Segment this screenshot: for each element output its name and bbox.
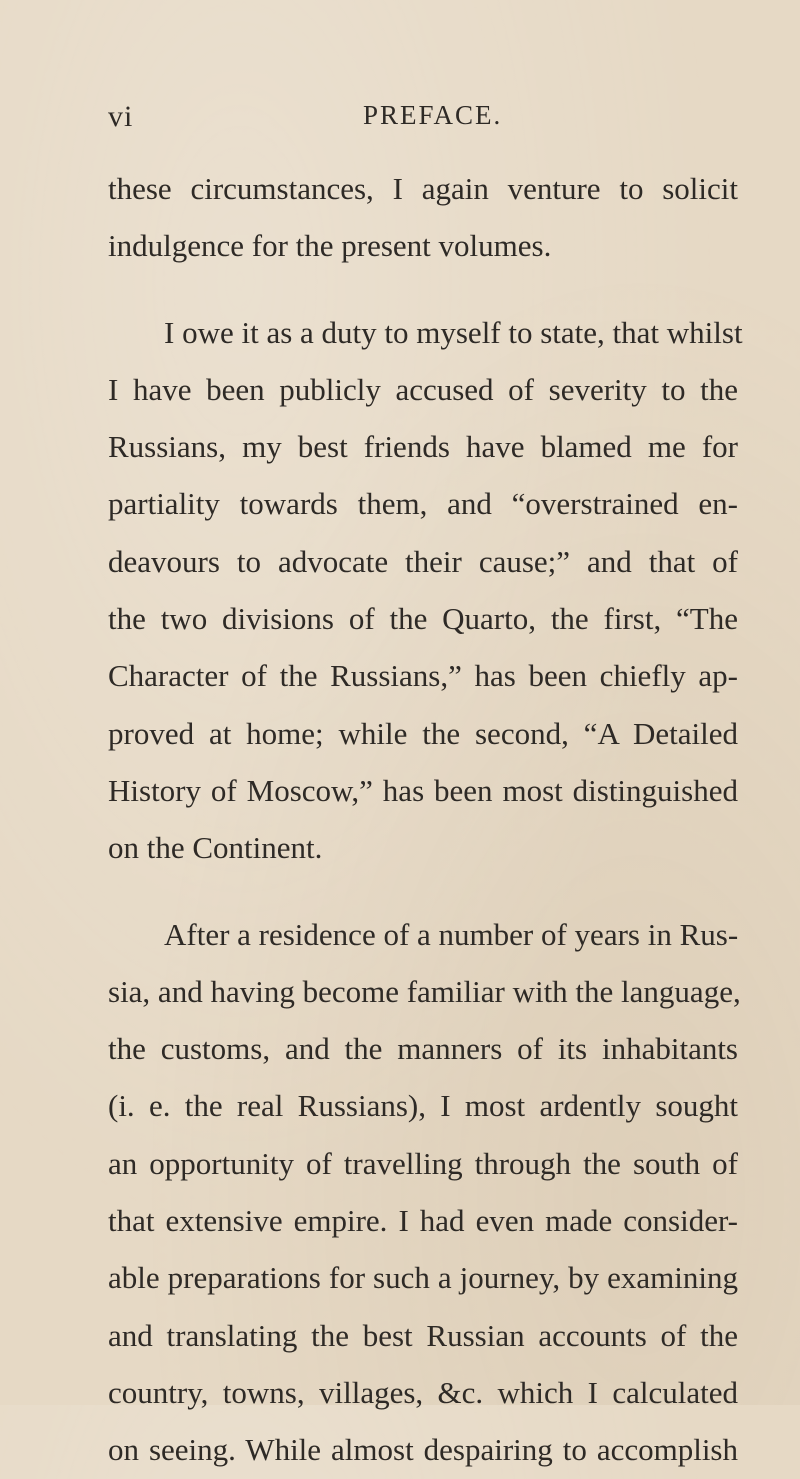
text-line: able preparations for such a journey, by examining (108, 1260, 738, 1296)
text-line: on the Continent. (108, 830, 323, 866)
text-line: the customs, and the manners of its inhabitants (108, 1031, 738, 1067)
text-line: indulgence for the present volumes. (108, 228, 552, 264)
paragraph (108, 906, 741, 1479)
text-line: sia, and having become familiar with the language, (108, 973, 741, 1009)
text-line: History of Moscow,” has been most distinguished (108, 772, 738, 808)
text-line: deavours to advocate their cause;” and that of (108, 543, 738, 579)
page-number: vi (108, 100, 134, 133)
paragraph (108, 160, 738, 275)
text-line: the two divisions of the Quarto, the first, “The (108, 601, 738, 637)
text-line: partiality towards them, and “overstrained en- (108, 486, 738, 522)
text-line: (i. e. the real Russians), I most ardently sought (108, 1088, 738, 1124)
text-line: Character of the Russians,” has been chiefly ap- (108, 658, 738, 694)
text-line: these circumstances, I again venture to solicit (108, 171, 738, 206)
text-line: proved at home; while the second, “A Detailed (108, 715, 738, 751)
text-line: After a residence of a number of years in Rus- (164, 916, 739, 952)
text-line: that extensive empire. I had even made consider- (108, 1203, 738, 1239)
running-head: PREFACE. (363, 100, 503, 130)
paragraph (108, 304, 743, 877)
body-text (108, 160, 743, 1479)
text-line: I owe it as a duty to myself to state, that whilst (164, 314, 743, 350)
text-line: country, towns, villages, &c. which I calculated (108, 1374, 738, 1410)
text-line: an opportunity of travelling through the south of (108, 1145, 738, 1181)
text-line: and translating the best Russian accounts of the (108, 1317, 738, 1353)
text-line: Russians, my best friends have blamed me for (108, 429, 738, 465)
text-line: on seeing. While almost despairing to accomplish (108, 1432, 738, 1468)
page-header (108, 100, 728, 140)
text-line: I have been publicly accused of severity to the (108, 371, 738, 407)
